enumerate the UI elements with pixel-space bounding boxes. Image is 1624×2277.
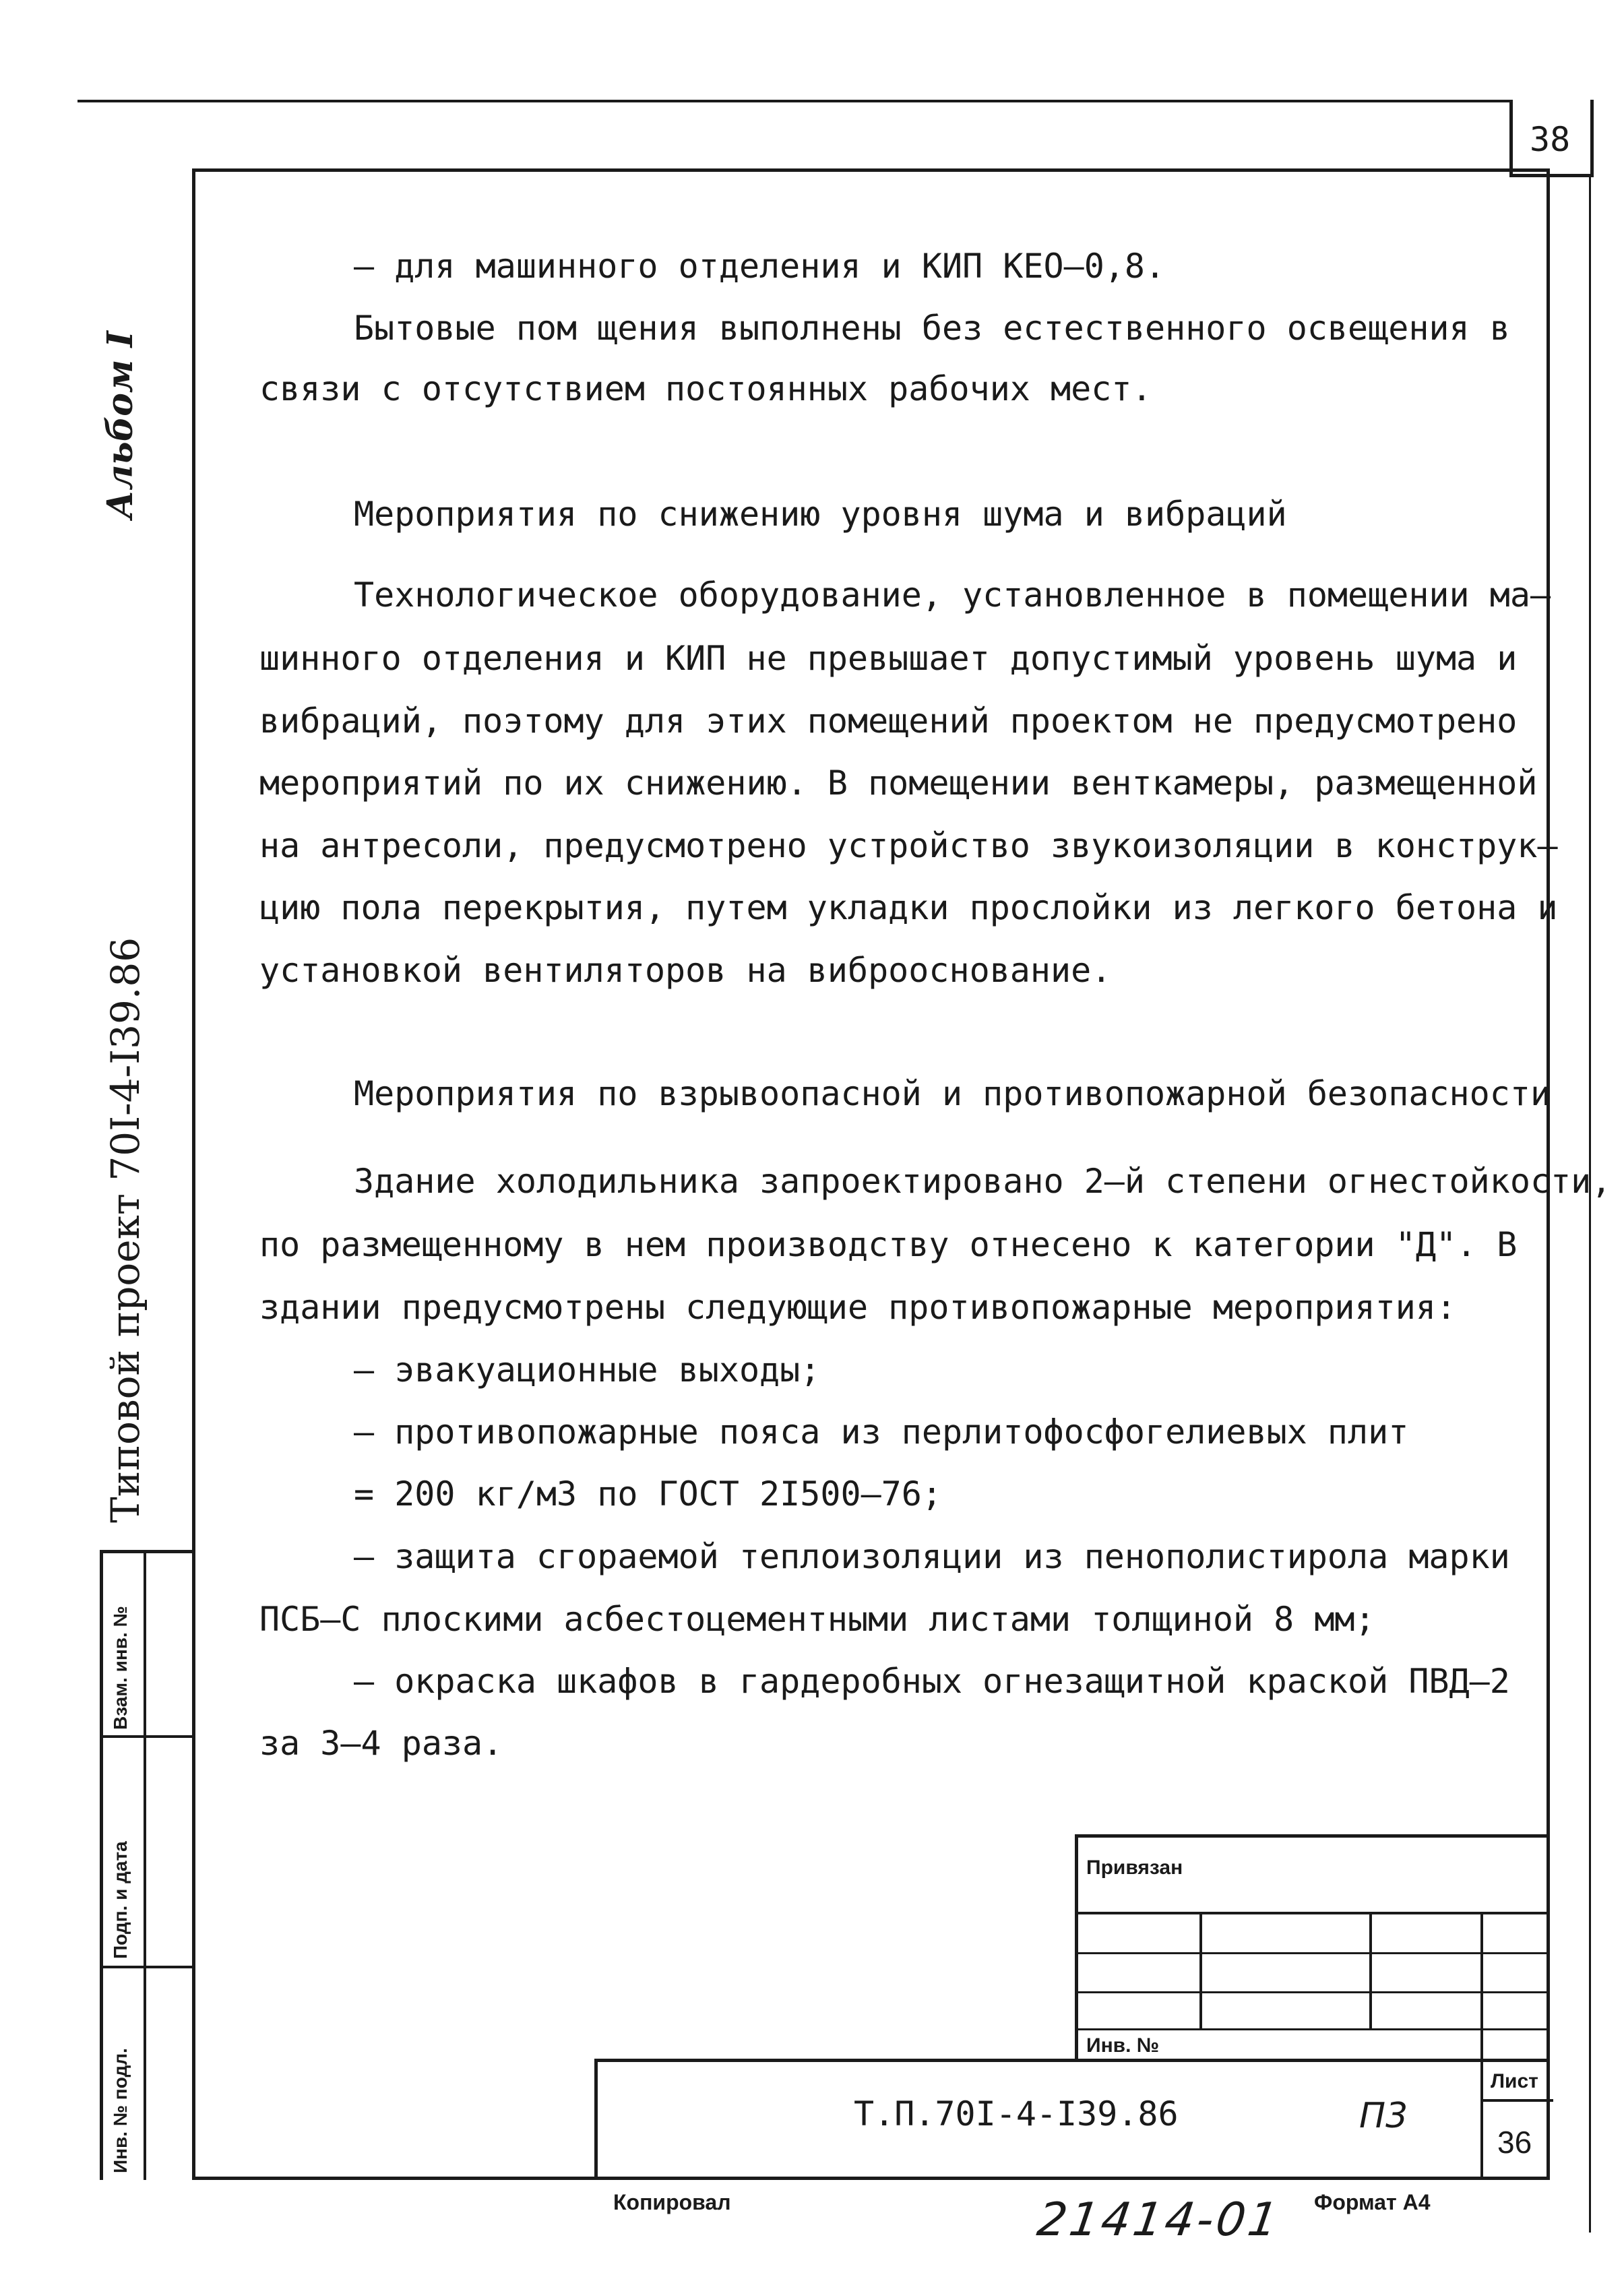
stamp-vzam-inv: Взам. инв. №	[110, 1606, 131, 1730]
page-number: 38	[1530, 120, 1571, 159]
copied-label: Копировал	[613, 2190, 731, 2214]
text-p1-l1: Бытовые пом щения выполнены без естественного освещения в	[354, 309, 1510, 348]
text-bullet-2-l1: – противопожарные пояса из перлитофосфогелиевых плит	[354, 1412, 1409, 1452]
text-p2-l1: Технологическое оборудование, установленное в помещении ма–	[354, 575, 1551, 615]
section-code: П3	[1359, 2096, 1408, 2136]
stamp-inv-podl: Инв. № подл.	[110, 2048, 131, 2173]
text-bullet-2-l2: = 200 кг/м3 по ГОСТ 2I500–76;	[354, 1474, 942, 1514]
text-p2-l6: цию пола перекрытия, путем укладки прослойки из легкого бетона и	[259, 888, 1558, 927]
text-p3-l3: здании предусмотрены следующие противопожарные мероприятия:	[259, 1288, 1457, 1327]
text-p2-l7: установкой вентиляторов на виброоснование.	[259, 951, 1112, 990]
text-p3-l1: Здание холодильника запроектировано 2–й степени огнестойкости,	[354, 1162, 1612, 1201]
text-line-1: – для машинного отделения и КИП КЕО–0,8.	[354, 247, 1166, 286]
text-bullet-3-l1: – защита сгораемой теплоизоляции из пенополистирола марки	[354, 1537, 1510, 1576]
text-p1-l2: связи с отсутствием постоянных рабочих мест.	[259, 369, 1152, 408]
stamp-podp-data: Подп. и дата	[110, 1841, 131, 1959]
side-stamp	[100, 1550, 192, 2180]
handwritten-number: 21414-01	[1034, 2193, 1284, 2247]
privyazan-label: Привязан	[1086, 1857, 1183, 1879]
text-bullet-1: – эвакуационные выходы;	[354, 1350, 821, 1390]
album-label: Альбом I	[100, 331, 141, 519]
top-rule	[77, 100, 1509, 102]
text-bullet-4-l1: – окраска шкафов в гардеробных огнезащитной краской ПВД–2	[354, 1662, 1510, 1701]
sheet-label: Лист	[1491, 2070, 1538, 2092]
text-p2-l3: вибраций, поэтому для этих помещений проектом не предусмотрено	[259, 701, 1518, 741]
text-p3-l2: по размещенному в нем производству отнесено к категории "Д". В	[259, 1225, 1518, 1264]
text-p2-l2: шинного отделения и КИП не превышает допустимый уровень шума и	[259, 639, 1518, 678]
text-p2-l4: мероприятий по их снижению. В помещении венткамеры, размещенной	[259, 763, 1538, 803]
right-edge-line	[1589, 177, 1591, 2233]
sheet-number: 36	[1497, 2125, 1532, 2160]
text-bullet-3-l2: ПСБ–С плоскими асбестоцементными листами толщиной 8 мм;	[259, 1600, 1375, 1639]
main-stamp	[594, 2059, 1550, 2180]
document-code: Т.П.70I-4-I39.86	[854, 2094, 1179, 2133]
text-bullet-4-l2: за 3–4 раза.	[259, 1724, 503, 1763]
inv-no-label: Инв. №	[1086, 2034, 1160, 2057]
heading-noise: Мероприятия по снижению уровня шума и вибраций	[354, 495, 1287, 534]
format-label: Формат А4	[1314, 2190, 1431, 2214]
text-p2-l5: на антресоли, предусмотрено устройство звукоизоляции в конструк–	[259, 826, 1558, 865]
project-label: Типовой проект 70I-4-I39.86	[102, 937, 148, 1523]
binding-grid	[1075, 1834, 1550, 2060]
heading-fire-safety: Мероприятия по взрывоопасной и противопожарной безопасности	[354, 1074, 1551, 1113]
